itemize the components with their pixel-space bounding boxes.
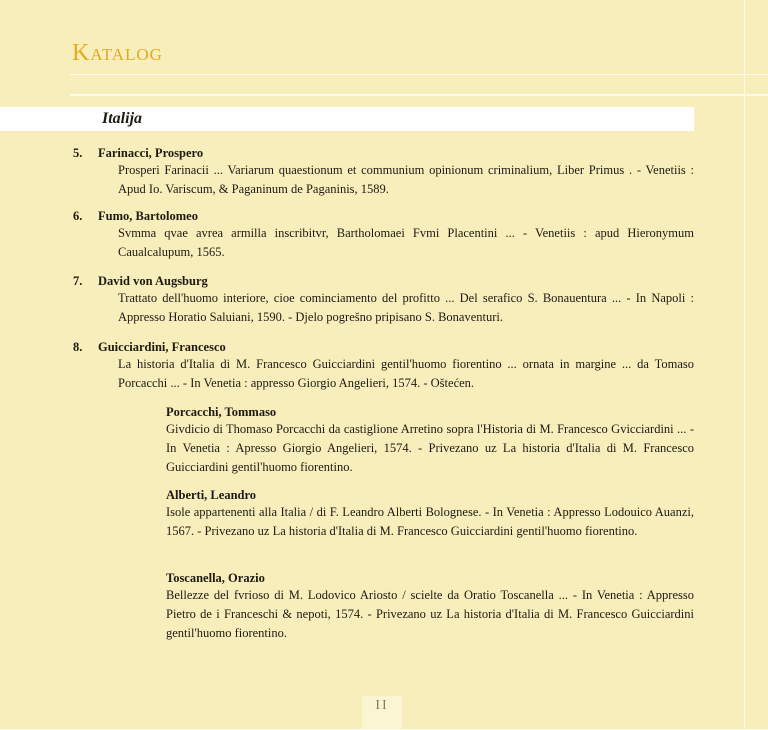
entry-description: La historia d'Italia di M. Francesco Guicciardini gentil'huomo fiorentino ... ornata in margine ... da Tomaso Porcacchi ... - In Venetia : appresso Giorgio Angelieri, 1574. - Oštećen. <box>118 357 694 390</box>
right-margin-line <box>744 0 745 730</box>
entry-author: Guicciardini, Francesco <box>98 340 226 354</box>
entry-description: Svmma qvae avrea armilla inscribitvr, Bartholomaei Fvmi Placentini ... - Venetiis : apud Hieronymum Caualcalupum, 1565. <box>118 226 694 259</box>
entry-author: Farinacci, Prospero <box>98 146 204 160</box>
header-rule <box>70 74 768 75</box>
entry-description: Prosperi Farinacii ... Variarum quaestionum et communium opinionum criminalium, Liber Primus . - Venetiis : Apud Io. Variscum, & Paganinum de Paganinis, 1589. <box>118 163 694 196</box>
entry-author: Fumo, Bartolomeo <box>98 209 198 223</box>
subentry-description: Bellezze del fvrioso di M. Lodovico Ariosto / scielte da Oratio Toscanella ... - In Venetia : Appresso Pietro de i Franceschi & nepoti, 1574. - Privezano uz La historia d'Italia di M. Francesco Guicciardini gentil'huomo fiorentino. <box>166 588 694 640</box>
entry-description: Trattato dell'huomo interiore, cioe cominciamento del profitto ... Del serafico S. Bonauentura ... - In Napoli : Appresso Horatio Saluiani, 1590. - Djelo pogrešno pripisano S. Bonaventuri. <box>118 291 694 324</box>
entry-number: 5. <box>73 146 83 160</box>
header-rule-2 <box>70 94 768 96</box>
page-title: Katalog <box>72 40 163 66</box>
entry-author: David von Augsburg <box>98 274 208 288</box>
subentry-author: Porcacchi, Tommaso <box>166 405 277 419</box>
entry-number: 7. <box>73 274 83 288</box>
section-title: Italija <box>102 110 143 127</box>
subentry-author: Toscanella, Orazio <box>166 571 265 585</box>
page-number: II <box>375 698 389 713</box>
entry-number: 8. <box>73 340 83 354</box>
subentry-description: Givdicio di Thomaso Porcacchi da castiglione Arretino sopra l'Historia di M. Francesco Gvicciardini ... - In Venetia : Apresso Giorgio Angelieri, 1574. - Privezano uz La historia d'Italia di M. Francesco Guicciardini gentil'huomo fiorentino. <box>166 422 694 474</box>
entry-number: 6. <box>73 209 83 223</box>
subentry-author: Alberti, Leandro <box>166 488 257 502</box>
subentry-description: Isole appartenenti alla Italia / di F. Leandro Alberti Bolognese. - In Venetia : Appresso Lodouico Auanzi, 1567. - Privezano uz La historia d'Italia di M. Francesco Guicciardini gentil'huomo fiorentino. <box>166 505 694 538</box>
